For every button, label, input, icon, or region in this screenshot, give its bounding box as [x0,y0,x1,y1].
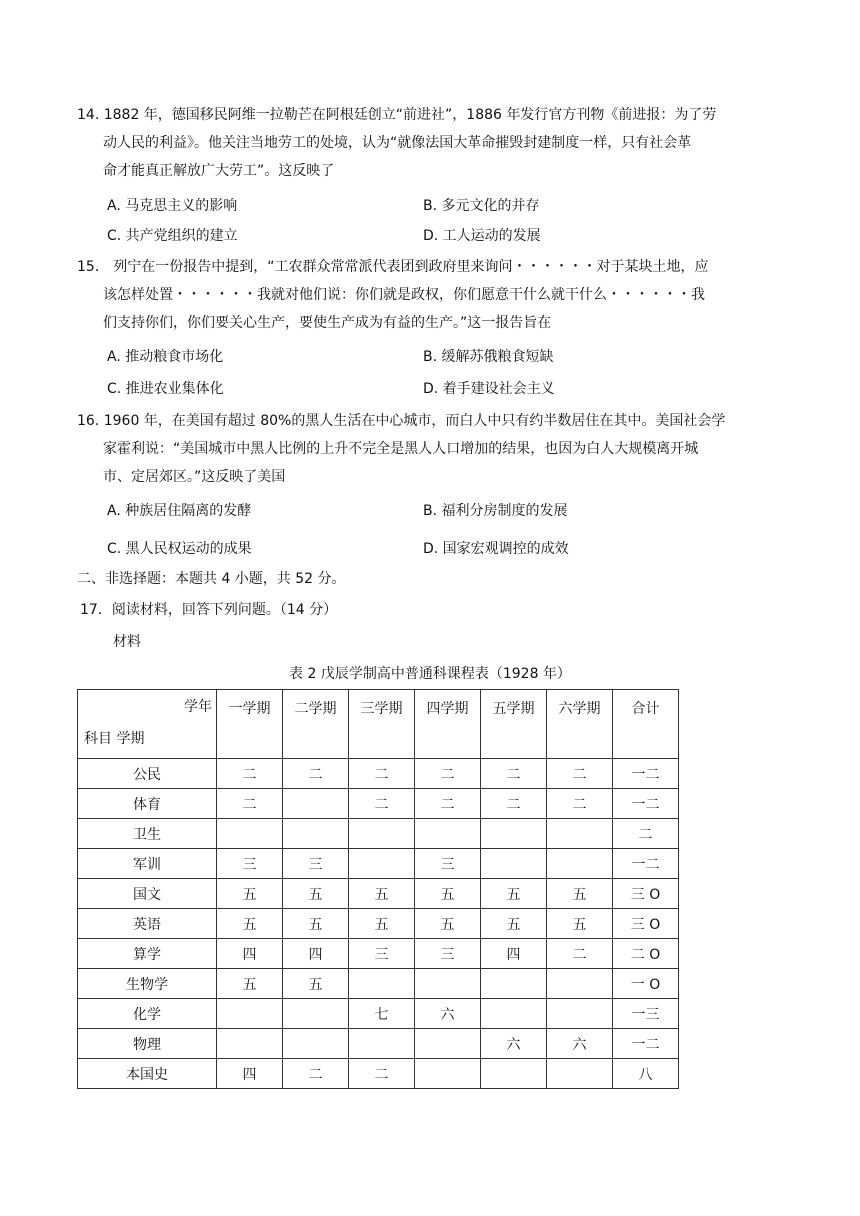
question-15-option-d[interactable]: D. 着手建设社会主义 [423,381,555,397]
hours-cell [283,819,349,849]
hours-cell [547,819,613,849]
hours-cell [481,1059,547,1089]
header-cell: 一学期 [217,690,283,759]
subject-cell: 化学 [78,999,217,1029]
total-cell: 一二 [613,849,679,879]
hours-cell: 二 [349,1059,415,1089]
hours-cell [481,969,547,999]
hours-cell: 二 [415,789,481,819]
header-cell: 六学期 [547,690,613,759]
header-cell: 五学期 [481,690,547,759]
table-corner-cell [78,690,217,759]
total-cell: 三 O [613,909,679,939]
question-14 [77,101,767,185]
hours-cell: 二 [283,759,349,789]
question-14-options-row-2 [107,225,767,245]
table-row [78,999,679,1029]
table-caption: 表 2 戊辰学制高中普通科课程表（1928 年） [289,666,571,682]
hours-cell [349,849,415,879]
question-15-option-b[interactable]: B. 缓解苏俄粮食短缺 [423,349,554,365]
header-cell: 合计 [613,690,679,759]
table-row [78,849,679,879]
question-16-option-c[interactable]: C. 黑人民权运动的成果 [107,541,252,557]
header-cell: 三学期 [349,690,415,759]
hours-cell [217,999,283,1029]
question-15-number: 15． [77,259,109,275]
total-cell: 一二 [613,1029,679,1059]
subject-cell: 生物学 [78,969,217,999]
hours-cell: 三 [415,939,481,969]
question-16-line-1: 1960 年，在美国有超过 80%的黑人生活在中心城市，而白人中只有约半数居住在其中。美国社会学 [103,413,726,429]
subject-cell: 体育 [78,789,217,819]
question-16-line-3: 市、定居郊区。”这反映了美国 [103,469,286,485]
hours-cell: 七 [349,999,415,1029]
hours-cell [217,1029,283,1059]
hours-cell: 四 [217,939,283,969]
hours-cell [547,999,613,1029]
hours-cell: 三 [349,939,415,969]
hours-cell: 二 [481,789,547,819]
hours-cell [415,969,481,999]
subject-cell: 英语 [78,909,217,939]
hours-cell [547,849,613,879]
hours-cell: 五 [217,909,283,939]
corner-label-year: 学年 [184,699,212,715]
course-schedule-table [77,689,679,1089]
hours-cell: 二 [481,759,547,789]
question-14-option-b[interactable]: B. 多元文化的并存 [423,198,540,214]
question-14-number: 14. [77,107,100,123]
hours-cell [283,1029,349,1059]
hours-cell: 五 [283,879,349,909]
hours-cell [283,789,349,819]
hours-cell: 二 [349,789,415,819]
question-14-option-a[interactable]: A. 马克思主义的影响 [107,198,238,214]
total-cell: 一二 [613,789,679,819]
total-cell: 二 [613,819,679,849]
hours-cell: 四 [217,1059,283,1089]
hours-cell: 二 [547,759,613,789]
hours-cell [283,999,349,1029]
hours-cell: 五 [349,909,415,939]
question-16-option-a[interactable]: A. 种族居住隔离的发酵 [107,503,252,519]
subject-cell: 物理 [78,1029,217,1059]
hours-cell: 二 [217,789,283,819]
hours-cell: 五 [349,879,415,909]
question-15-option-a[interactable]: A. 推动粮食市场化 [107,349,224,365]
question-15-options-row-1 [107,346,767,366]
question-15 [77,253,767,337]
hours-cell [547,1059,613,1089]
question-15-line-2: 该怎样处置・・・・・・我就对他们说：你们就是政权，你们愿意干什么就干什么・・・・・・我 [103,287,705,303]
total-cell: 一二 [613,759,679,789]
hours-cell: 五 [283,909,349,939]
hours-cell: 二 [415,759,481,789]
hours-cell [481,849,547,879]
hours-cell [547,969,613,999]
subject-cell: 算学 [78,939,217,969]
question-14-option-c[interactable]: C. 共产党组织的建立 [107,228,238,244]
total-cell: 一 O [613,969,679,999]
question-14-option-d[interactable]: D. 工人运动的发展 [423,228,541,244]
total-cell: 一三 [613,999,679,1029]
table-row [78,1059,679,1089]
hours-cell: 五 [547,879,613,909]
question-14-line-3: 命才能真正解放广大劳工”。这反映了 [103,163,335,179]
hours-cell [481,999,547,1029]
table-header-row [78,690,679,759]
question-16 [77,407,767,491]
table-row [78,969,679,999]
hours-cell: 五 [481,909,547,939]
hours-cell: 六 [481,1029,547,1059]
subject-cell: 国文 [78,879,217,909]
question-15-option-c[interactable]: C. 推进农业集体化 [107,381,224,397]
question-15-line-3: 们支持你们，你们要关心生产，要使生产成为有益的生产。”这一报告旨在 [103,315,552,331]
table-row [78,759,679,789]
hours-cell: 三 [217,849,283,879]
total-cell: 二 O [613,939,679,969]
hours-cell: 三 [415,849,481,879]
corner-label-subject-term: 科目 学期 [84,731,145,747]
question-17-title: 17．阅读材料，回答下列问题。（14 分） [80,602,338,618]
hours-cell: 四 [481,939,547,969]
hours-cell: 二 [283,1059,349,1089]
hours-cell: 五 [415,909,481,939]
hours-cell [415,819,481,849]
total-cell: 三 O [613,879,679,909]
table-row [78,879,679,909]
hours-cell [349,1029,415,1059]
subject-cell: 本国史 [78,1059,217,1089]
hours-cell: 五 [217,879,283,909]
subject-cell: 卫生 [78,819,217,849]
question-16-option-b[interactable]: B. 福利分房制度的发展 [423,503,568,519]
subject-cell: 公民 [78,759,217,789]
header-cell: 四学期 [415,690,481,759]
table-row [78,939,679,969]
hours-cell: 二 [547,939,613,969]
total-cell: 八 [613,1059,679,1089]
question-15-line-1: 列宁在一份报告中提到，“工农群众常常派代表团到政府里来询问・・・・・・对于某块土地，应 [113,259,709,275]
hours-cell [415,1029,481,1059]
hours-cell [217,819,283,849]
table-row [78,819,679,849]
question-16-options-row-2 [107,538,767,558]
question-14-options-row-1 [107,195,767,215]
hours-cell [415,1059,481,1089]
material-label: 材料 [113,634,141,650]
question-14-line-1: 1882 年，德国移民阿维一拉勒芒在阿根廷创立“前进社”，1886 年发行官方刊物《前进报：为了劳 [103,107,717,123]
hours-cell [481,819,547,849]
hours-cell: 二 [547,789,613,819]
question-16-option-d[interactable]: D. 国家宏观调控的成效 [423,541,569,557]
section-2-heading: 二、非选择题：本题共 4 小题，共 52 分。 [77,571,346,587]
hours-cell: 五 [217,969,283,999]
hours-cell: 四 [283,939,349,969]
table-row [78,789,679,819]
question-16-number: 16. [77,413,100,429]
hours-cell: 六 [415,999,481,1029]
hours-cell: 三 [283,849,349,879]
table-row [78,909,679,939]
hours-cell: 五 [547,909,613,939]
hours-cell: 二 [217,759,283,789]
hours-cell: 五 [481,879,547,909]
question-15-options-row-2 [107,378,767,398]
hours-cell: 二 [349,759,415,789]
header-cell: 二学期 [283,690,349,759]
question-16-options-row-1 [107,500,767,520]
hours-cell [349,969,415,999]
question-14-line-2: 动人民的利益》。他关注当地劳工的处境，认为“就像法国大革命摧毁封建制度一样，只有社会革 [103,135,692,151]
table-row [78,1029,679,1059]
hours-cell: 五 [283,969,349,999]
hours-cell: 五 [415,879,481,909]
subject-cell: 军训 [78,849,217,879]
hours-cell: 六 [547,1029,613,1059]
question-16-line-2: 家霍利说：“美国城市中黑人比例的上升不完全是黑人人口增加的结果，也因为白人大规模离开城 [103,441,699,457]
hours-cell [349,819,415,849]
